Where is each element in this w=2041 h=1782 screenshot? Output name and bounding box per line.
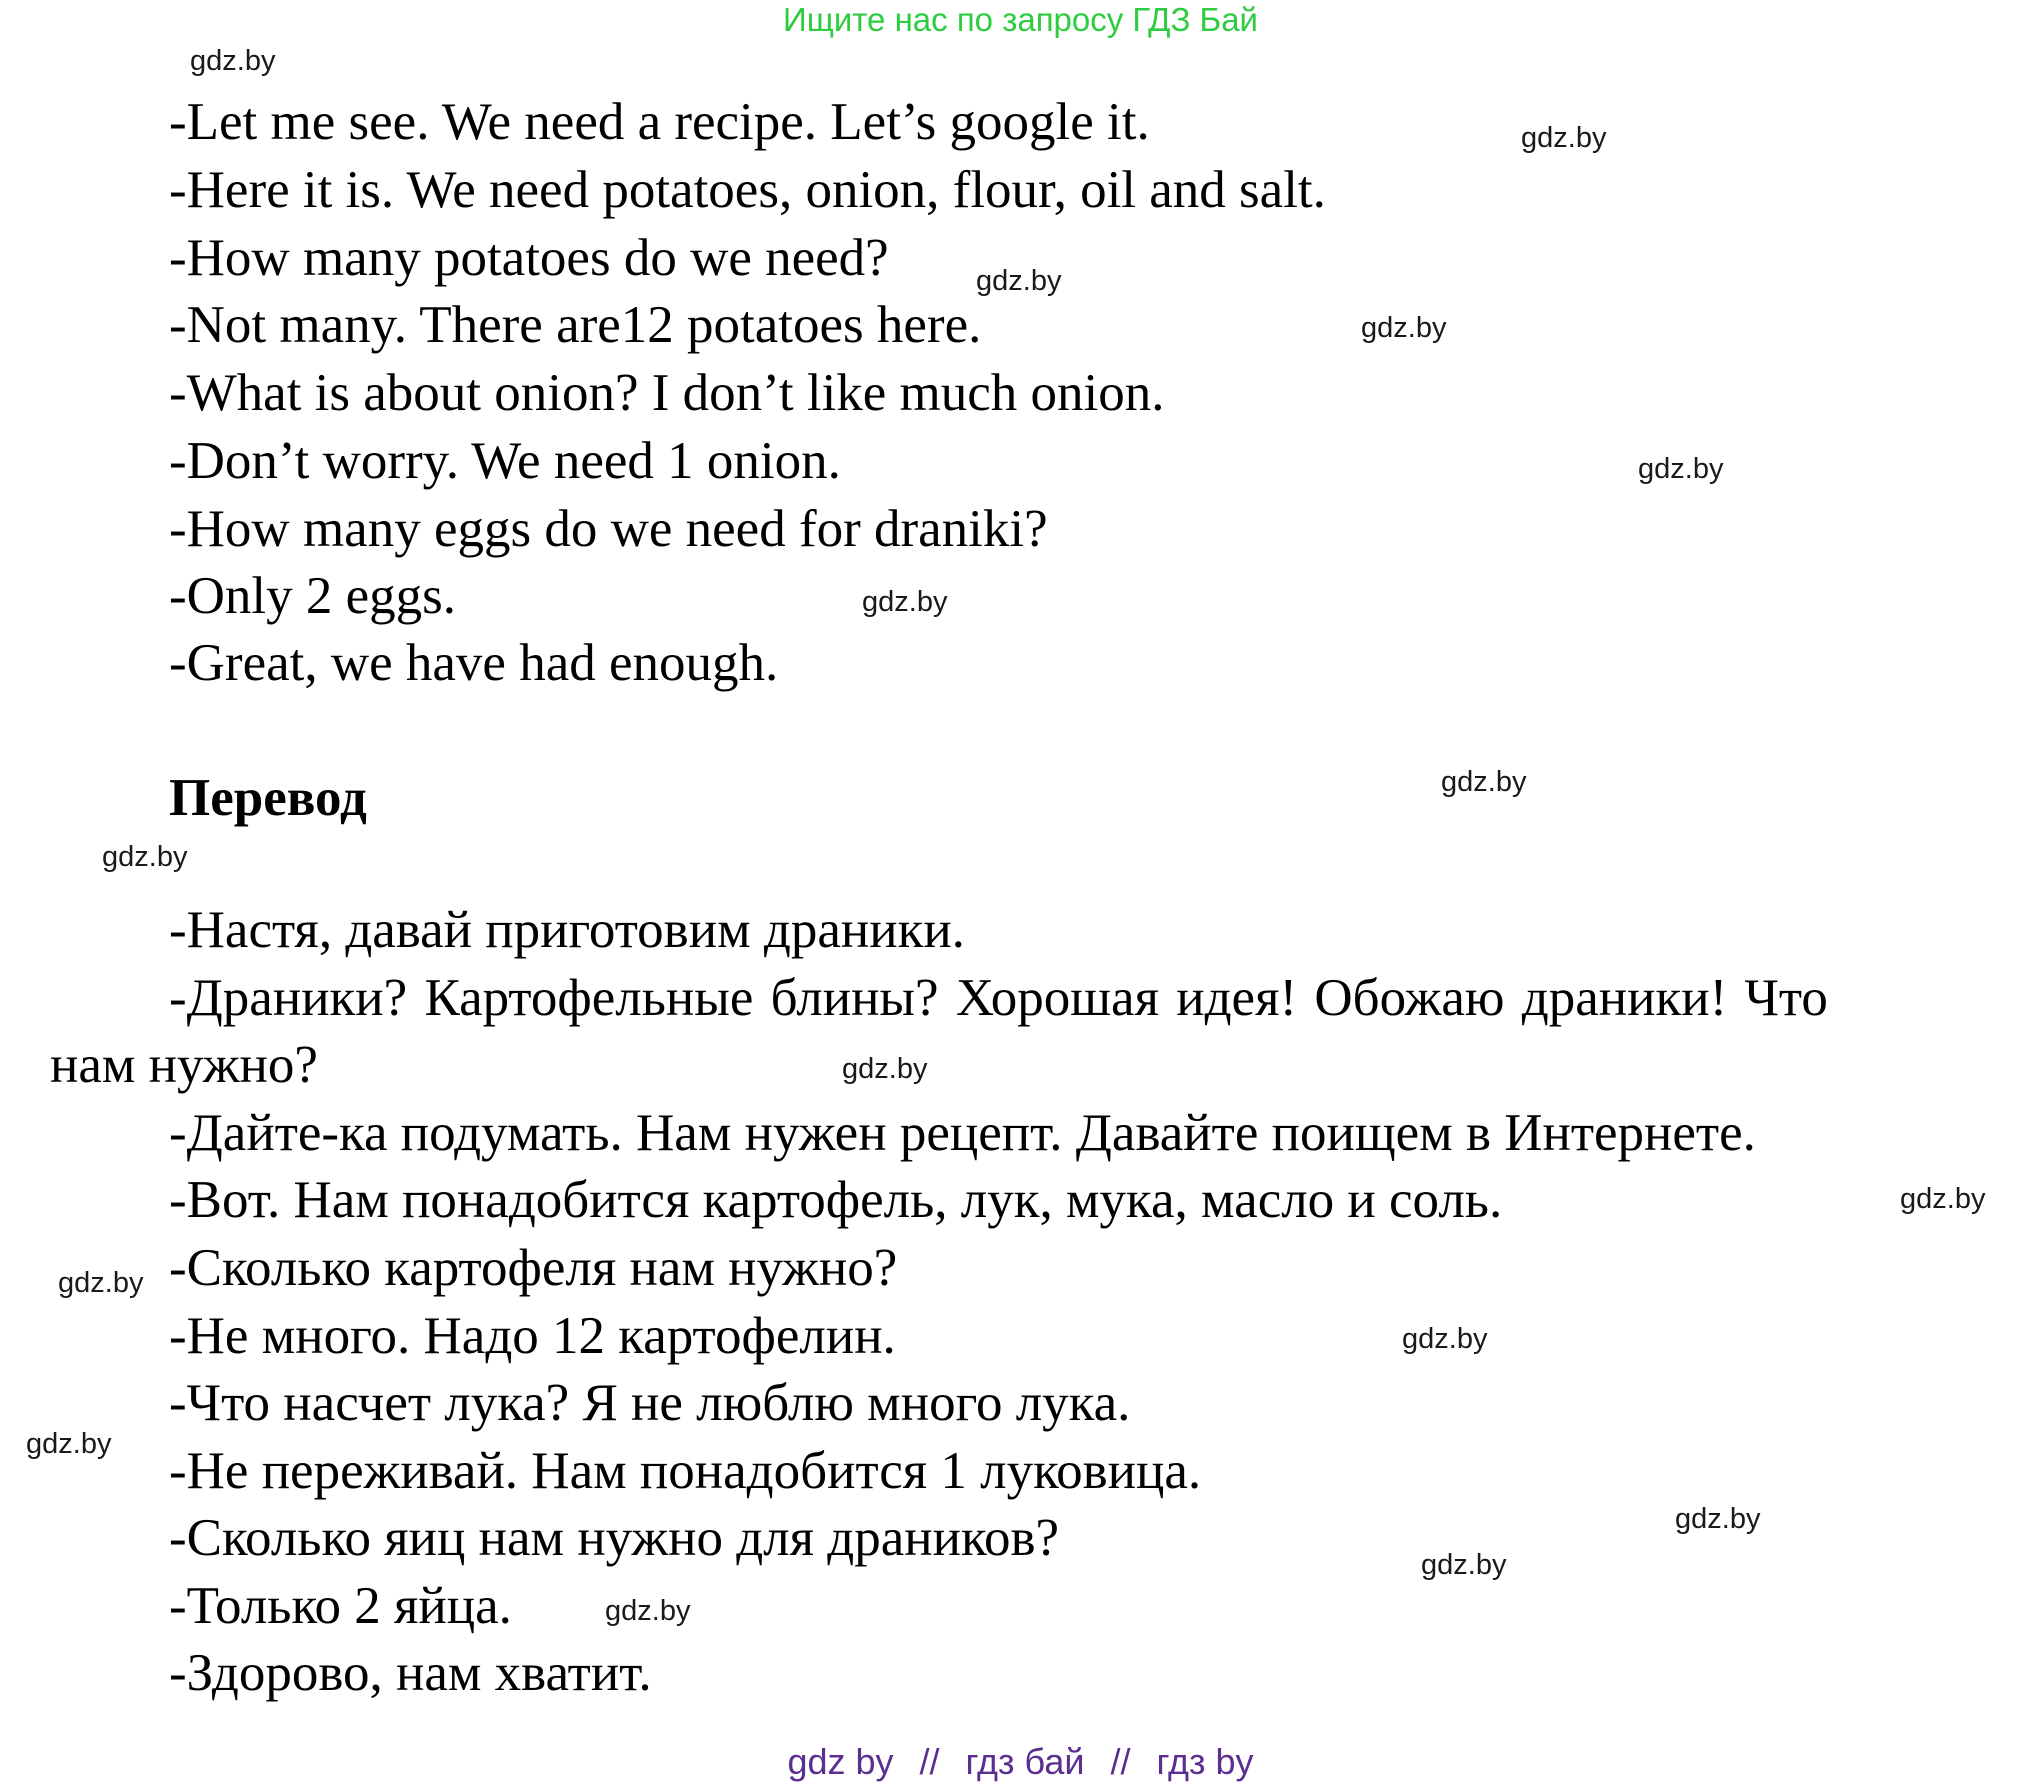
translation-line: -Настя, давай приготовим драники. xyxy=(169,901,965,959)
translation-line: нам нужно? xyxy=(50,1036,318,1094)
footer-separator: // xyxy=(1110,1741,1131,1782)
watermark: gdz.by xyxy=(976,265,1062,297)
translation-line: -Дайте-ка подумать. Нам нужен рецепт. Давайте поищем в Интернете. xyxy=(169,1104,1756,1162)
footer-separator: // xyxy=(919,1741,940,1782)
watermark: gdz.by xyxy=(58,1267,144,1299)
dialogue-line: -What is about onion? I don’t like much onion. xyxy=(169,364,1165,422)
top-banner: Ищите нас по запросу ГДЗ Бай xyxy=(783,1,1258,38)
watermark: gdz.by xyxy=(1900,1183,1986,1215)
dialogue-line: -Here it is. We need potatoes, onion, flour, oil and salt. xyxy=(169,161,1326,219)
watermark: gdz.by xyxy=(190,45,276,77)
watermark: gdz.by xyxy=(1675,1503,1761,1535)
watermark: gdz.by xyxy=(1421,1549,1507,1581)
dialogue-line: -Great, we have had enough. xyxy=(169,634,779,692)
translation-line: -Только 2 яйца. xyxy=(169,1577,512,1635)
dialogue-line: -Let me see. We need a recipe. Let’s google it. xyxy=(169,93,1150,151)
translation-line: -Что насчет лука? Я не люблю много лука. xyxy=(169,1374,1131,1432)
translation-heading: Перевод xyxy=(169,769,367,827)
watermark: gdz.by xyxy=(1441,766,1527,798)
dialogue-line: -Don’t worry. We need 1 onion. xyxy=(169,432,841,490)
watermark: gdz.by xyxy=(26,1428,112,1460)
translation-line: -Здорово, нам хватит. xyxy=(169,1644,652,1702)
dialogue-line: -Only 2 eggs. xyxy=(169,567,457,625)
translation-line: -Сколько яиц нам нужно для драников? xyxy=(169,1509,1060,1567)
watermark: gdz.by xyxy=(862,586,948,618)
watermark: gdz.by xyxy=(605,1595,691,1627)
watermark: gdz.by xyxy=(842,1053,928,1085)
dialogue-line: -Not many. There are12 potatoes here. xyxy=(169,296,982,354)
footer-link-gdz-by-ru[interactable]: гдз by xyxy=(1156,1741,1254,1782)
footer-links xyxy=(0,1742,2041,1782)
dialogue-line: -How many potatoes do we need? xyxy=(169,229,889,287)
translation-line: -Не переживай. Нам понадобится 1 луковица. xyxy=(169,1442,1202,1500)
watermark: gdz.by xyxy=(1402,1323,1488,1355)
translation-line: -Драники? Картофельные блины? Хорошая идея! Обожаю драники! Что xyxy=(169,969,1828,1027)
translation-line: -Не много. Надо 12 картофелин. xyxy=(169,1307,896,1365)
watermark: gdz.by xyxy=(102,841,188,873)
dialogue-line: -How many eggs do we need for draniki? xyxy=(169,500,1048,558)
watermark: gdz.by xyxy=(1361,312,1447,344)
footer-link-gdz-bai[interactable]: гдз бай xyxy=(965,1741,1085,1782)
footer-link-gdz-by[interactable]: gdz by xyxy=(787,1741,894,1782)
watermark: gdz.by xyxy=(1638,453,1724,485)
translation-line: -Вот. Нам понадобится картофель, лук, мука, масло и соль. xyxy=(169,1171,1503,1229)
translation-line: -Сколько картофеля нам нужно? xyxy=(169,1239,898,1297)
watermark: gdz.by xyxy=(1521,122,1607,154)
